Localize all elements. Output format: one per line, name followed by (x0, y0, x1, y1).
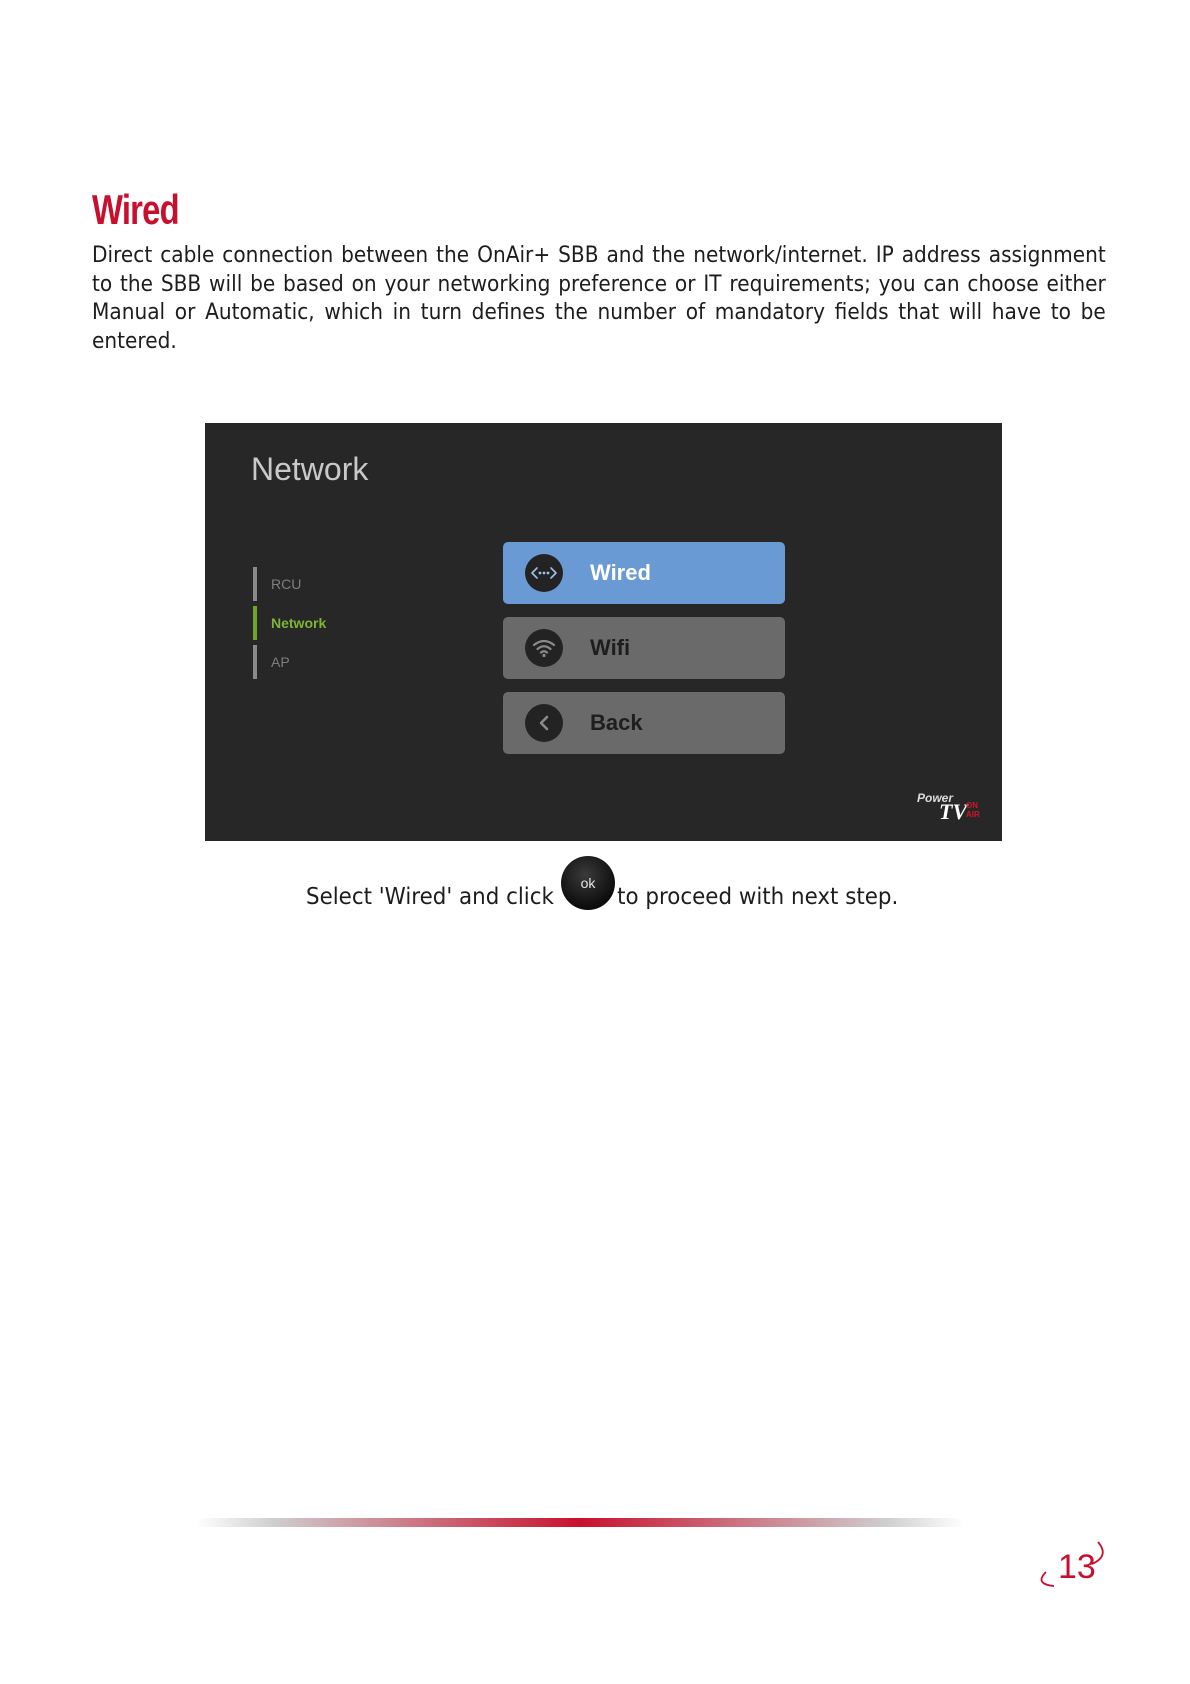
powertv-logo (917, 791, 987, 825)
side-item-ap[interactable]: AP (253, 645, 433, 679)
back-icon (525, 704, 563, 742)
screen-title: Network (251, 451, 369, 487)
ethernet-icon (525, 554, 563, 592)
wired-label: Wired (590, 560, 651, 585)
wifi-label: Wifi (590, 635, 631, 660)
side-menu (253, 567, 433, 684)
ok-button-icon: ok (561, 856, 615, 910)
intro-paragraph: Direct cable connection between the OnAir+ SBB and the network/internet. IP address assignment to the SBB will be based on your networking preference or IT requirements; you can choose either Manual or Automatic, which in turn defines the number of mandatory fields that will have to be entered. (92, 243, 1106, 354)
network-screenshot (205, 423, 1002, 841)
wired-button[interactable] (503, 542, 785, 604)
back-label: Back (590, 710, 643, 735)
logo-tv: TV (939, 799, 968, 824)
footer-divider (195, 1518, 965, 1527)
side-item-rcu[interactable]: RCU (253, 567, 433, 601)
wifi-icon (525, 629, 563, 667)
wifi-button[interactable] (503, 617, 785, 679)
logo-power: Power (917, 791, 954, 805)
side-item-network[interactable]: Network (253, 606, 433, 640)
back-button[interactable] (503, 692, 785, 754)
logo-onair: ON AIR (966, 801, 980, 819)
caption-left: Select 'Wired' and click (306, 884, 554, 910)
page-number: 13 (1058, 1548, 1096, 1586)
caption-right: to proceed with next step. (617, 884, 899, 910)
section-heading: Wired (92, 186, 179, 233)
